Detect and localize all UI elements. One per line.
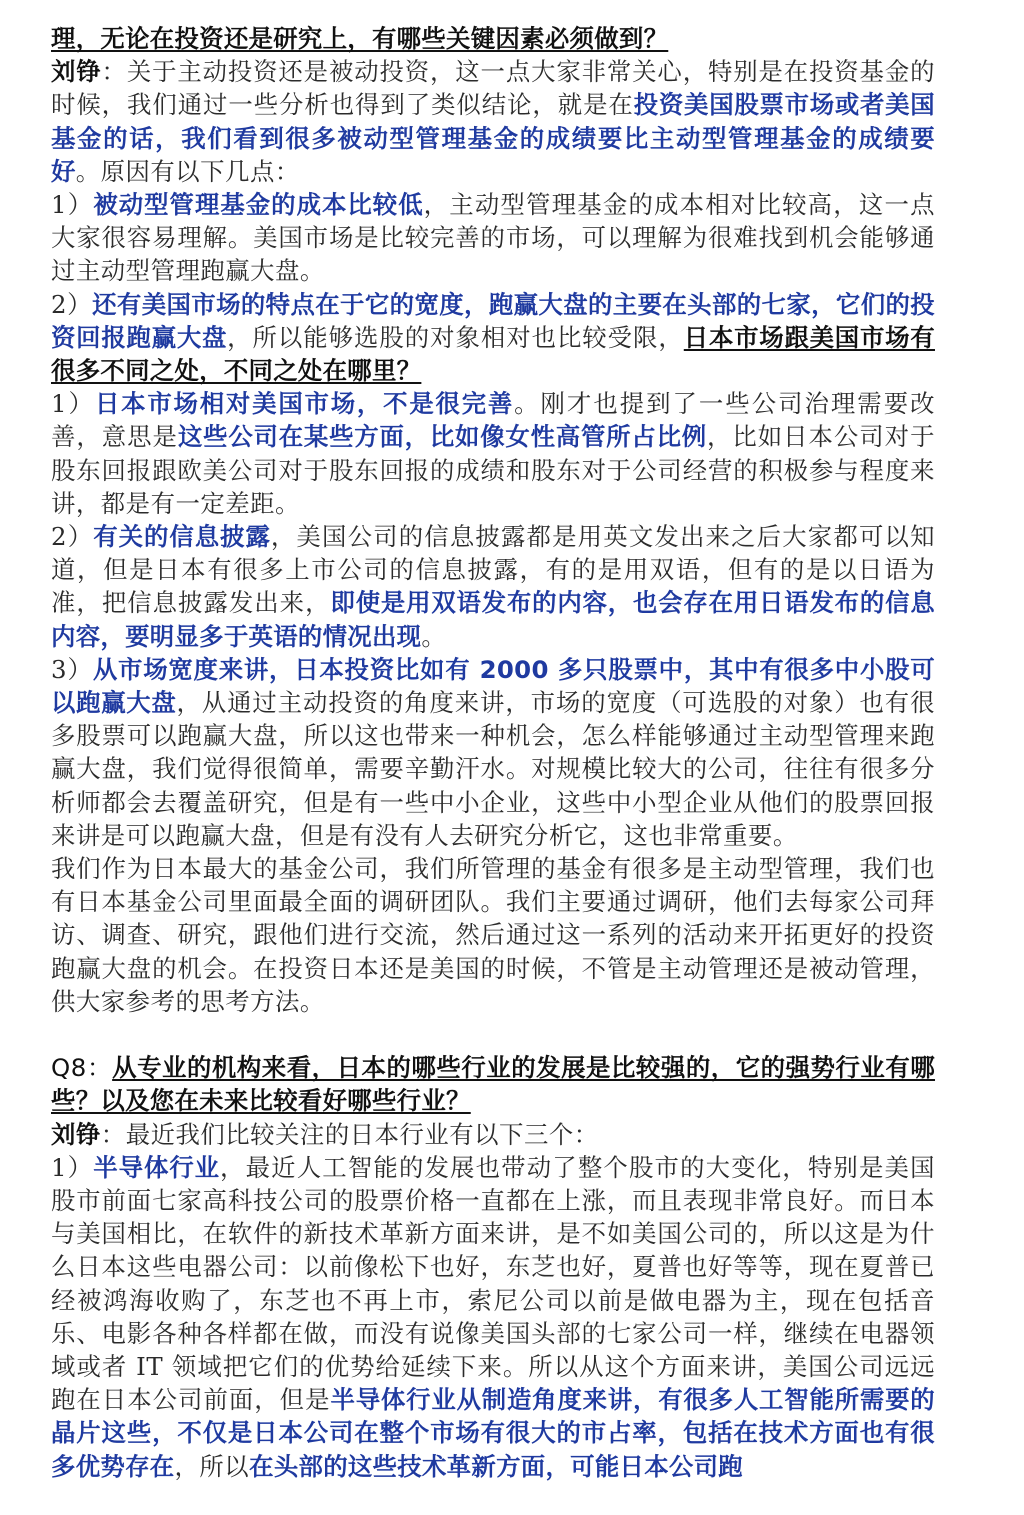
body-text: 2） bbox=[51, 289, 93, 319]
highlight-text: 投资美国股票市场或者美国基金的话，我们看到很多被动型管理基金的成绩要比主动型管理基金的成绩要好 bbox=[51, 90, 935, 186]
question-text: 从专业的机构来看，日本的哪些行业的发展是比较强的，它的强势行业有哪些？以及您在未来比较看好哪些行业？ bbox=[51, 1053, 936, 1116]
paragraph bbox=[51, 1051, 935, 1117]
highlight-text: 从市场宽度来讲，日本投资比如有 2000 多只股票中，其中有很多中小股可以跑赢大盘 bbox=[51, 654, 935, 718]
body-text: 2） bbox=[51, 522, 94, 552]
body-text: ，美国公司的信息披露都是用英文发出来之后大家都可以知道，但是日本有很多上市公司的信息披露，有的是用双语，但有的是以日语为准，把信息披露发出来， bbox=[51, 522, 935, 618]
body-text: 1） bbox=[51, 1152, 94, 1182]
body-text: 1） bbox=[51, 389, 95, 419]
question-text: 理，无论在投资还是研究上，有哪些关键因素必须做到？ bbox=[51, 24, 669, 53]
paragraph bbox=[51, 188, 935, 288]
paragraph bbox=[51, 387, 935, 520]
body-text: ：关于主动投资还是被动投资，这一点大家非常关心，特别是在投资基金的时候，我们通过一些分析也得到了类似结论，就是在 bbox=[51, 57, 935, 120]
highlight-text: 半导体行业 bbox=[93, 1152, 221, 1182]
paragraph bbox=[51, 1151, 935, 1483]
highlight-text: 这些公司在某些方面，比如像女性高管所占比例 bbox=[177, 422, 707, 452]
body-text: 。刚才也提到了一些公司治理需要改善，意思是 bbox=[51, 389, 935, 452]
question-label: Q8： bbox=[51, 1053, 113, 1083]
highlight-text: 还有美国市场的特点在于它的宽度，跑赢大盘的主要在头部的七家，它们的投资回报跑赢大盘 bbox=[51, 289, 935, 352]
body-text: ，比如日本公司对于股东回报跟欧美公司对于股东回报的成绩和股东对于公司经营的积极参与程度来讲，都是有一定差距。 bbox=[51, 422, 935, 518]
body-text: 我们作为日本最大的基金公司，我们所管理的基金有很多是主动型管理，我们也有日本基金公司里面最全面的调研团队。我们主要通过调研，他们去每家公司拜访、调查、研究，跟他们进行交流，然后通过这一系列的活动来开拓更好的投资跑赢大盘的机会。在投资日本还是美国的时候，不管是主动管理还是被动管理，供大家参考的思考方法。 bbox=[51, 854, 935, 1016]
body-text: 1） bbox=[51, 190, 94, 220]
paragraph bbox=[51, 653, 935, 852]
body-text: 。 bbox=[421, 621, 447, 651]
highlight-text: 即使是用双语发布的内容，也会存在用日语发布的信息内容，要明显多于英语的情况出现 bbox=[51, 588, 935, 651]
highlight-text: 半导体行业从制造角度来讲，有很多人工智能所需要的晶片这些，不仅是日本公司在整个市场有很大的市占率，包括在技术方面也有很多优势存在 bbox=[51, 1385, 935, 1481]
paragraph bbox=[51, 288, 935, 388]
body-text: ，最近人工智能的发展也带动了整个股市的大变化，特别是美国股市前面七家高科技公司的股票价格一直都在上涨，而且表现非常良好。而日本与美国相比，在软件的新技术革新方面来讲，是不如美国公司的，所以这是为什么日本这些电器公司：以前像松下也好，东芝也好，夏普也好等等，现在夏普已经被鸿海收购了，东芝也不再上市，索尼公司以前是做电器为主，现在包括音乐、电影各种各样都在做，而没有说像美国头部的七家公司一样，继续在电器领域或者 IT 领域把它们的优势给延续下来。所以从这个方面来讲，美国公司远远跑在日本公司前面，但是 bbox=[51, 1152, 935, 1415]
body-text: ：最近我们比较关注的日本行业有以下三个： bbox=[100, 1119, 599, 1149]
paragraph bbox=[51, 55, 935, 188]
highlight-text: 有关的信息披露 bbox=[93, 522, 271, 552]
paragraph bbox=[51, 22, 935, 55]
paragraph bbox=[51, 520, 935, 653]
body-text: ，所以能够选股的对象相对也比较受限， bbox=[227, 322, 684, 352]
body-text: ，主动型管理基金的成本相对比较高，这一点大家很容易理解。美国市场是比较完善的市场，可以理解为很难找到机会能够通过主动型管理跑赢大盘。 bbox=[51, 190, 935, 286]
body-text: 3） bbox=[51, 654, 93, 684]
highlight-text: 在头部的这些技术革新方面，可能日本公司跑 bbox=[249, 1451, 743, 1481]
speaker-name: 刘铮 bbox=[51, 57, 102, 87]
body-text: 。原因有以下几点： bbox=[75, 156, 300, 186]
question-text: 日本市场跟美国市场有很多不同之处，不同之处在哪里？ bbox=[51, 322, 935, 386]
document-page bbox=[51, 22, 935, 1483]
body-text: ，从通过主动投资的角度来讲，市场的宽度（可选股的对象）也有很多股票可以跑赢大盘，所以这也带来一种机会，怎么样能够通过主动型管理来跑赢大盘，我们觉得很简单，需要辛勤汗水。对规模比较大的公司，往往有很多分析师都会去覆盖研究，但是有一些中小企业，这些中小型企业从他们的股票回报来讲是可以跑赢大盘，但是有没有人去研究分析它，这也非常重要。 bbox=[51, 688, 935, 850]
body-text: ，所以 bbox=[174, 1451, 250, 1481]
paragraph bbox=[51, 1118, 935, 1151]
paragraph-spacer bbox=[51, 1018, 935, 1051]
paragraph bbox=[51, 852, 935, 1018]
highlight-text: 日本市场相对美国市场，不是很完善 bbox=[94, 389, 515, 419]
highlight-text: 被动型管理基金的成本比较低 bbox=[93, 190, 424, 220]
speaker-name: 刘铮 bbox=[51, 1119, 101, 1149]
